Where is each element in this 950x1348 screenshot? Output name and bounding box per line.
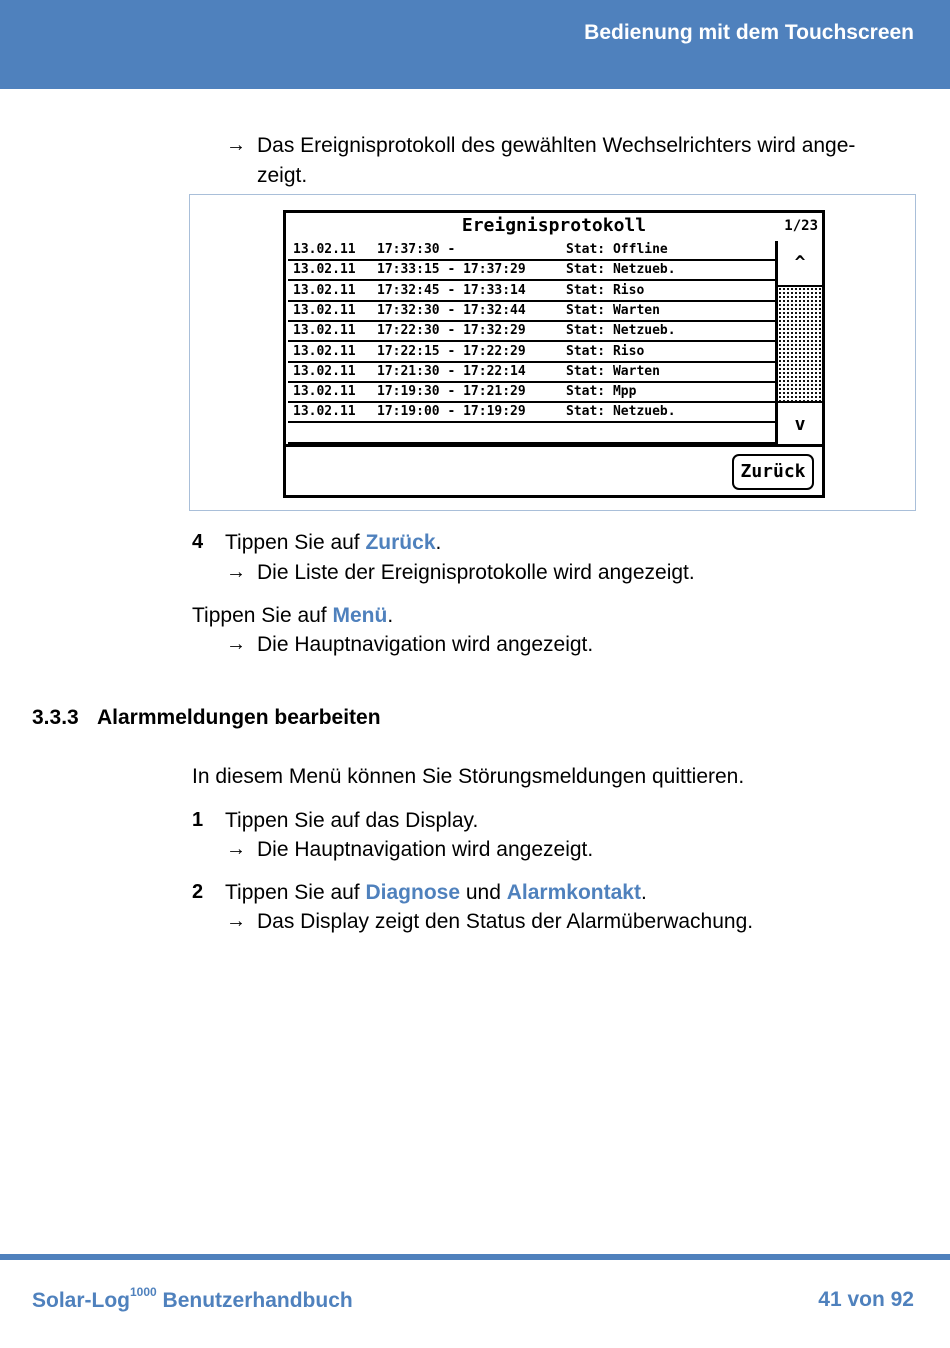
step-number: 1: [192, 809, 204, 831]
row-time: 17:21:30 - 17:22:14: [377, 363, 526, 379]
event-log-row[interactable]: [288, 261, 775, 281]
row-date: 13.02.11: [293, 242, 356, 257]
row-time: 17:33:15 - 17:37:29: [377, 262, 526, 278]
scrollbar[interactable]: [775, 241, 822, 447]
lcd-title: Ereignisprotokoll: [461, 215, 647, 236]
event-log-row[interactable]: [288, 363, 775, 383]
event-log-row[interactable]: [288, 322, 775, 342]
scroll-thumb[interactable]: [778, 287, 822, 401]
row-status: Stat: Riso: [566, 343, 645, 359]
row-status: Stat: Warten: [566, 363, 660, 379]
footer-product: Solar-Log: [32, 1289, 130, 1312]
section-number: 3.3.3: [32, 706, 79, 729]
row-date: 13.02.11: [293, 404, 356, 420]
intro-result-line1: Das Ereignisprotokoll des gewählten Wechselrichters wird ange-: [257, 134, 856, 157]
step-text-mid: und: [460, 881, 507, 904]
row-time: 17:19:00 - 17:19:29: [377, 404, 526, 420]
scroll-up-icon[interactable]: ^: [778, 241, 822, 287]
event-log-row[interactable]: [288, 302, 775, 322]
row-date: 13.02.11: [293, 384, 356, 400]
lcd-screen: [283, 210, 825, 498]
event-log-row[interactable]: [288, 403, 775, 423]
section-title: Alarmmeldungen bearbeiten: [97, 706, 381, 729]
row-status: Stat: Offline: [566, 242, 668, 257]
back-button[interactable]: Zurück: [732, 454, 814, 490]
step-result: Das Display zeigt den Status der Alarmüberwachung.: [257, 910, 754, 933]
row-time: 17:32:45 - 17:33:14: [377, 282, 526, 298]
row-time: 17:22:30 - 17:32:29: [377, 323, 526, 339]
row-date: 13.02.11: [293, 302, 356, 318]
result-arrow-icon: →: [226, 838, 246, 860]
scroll-down-icon[interactable]: v: [778, 401, 822, 447]
intro-result-line2: zeigt.: [257, 164, 308, 187]
row-date: 13.02.11: [293, 343, 356, 359]
event-log-row[interactable]: [288, 282, 775, 302]
ui-term-menue: Menü: [332, 604, 388, 627]
footer-divider: [0, 1254, 950, 1260]
step-text-pre: Tippen Sie auf: [225, 531, 366, 554]
step-text: [225, 528, 441, 557]
step-result: Die Liste der Ereignisprotokolle wird angezeigt.: [257, 561, 695, 584]
event-log-row[interactable]: [288, 343, 775, 363]
step-text-post: .: [640, 881, 647, 904]
ui-term-alarmkontakt: Alarmkontakt: [506, 881, 641, 904]
result-arrow-icon: →: [226, 633, 246, 655]
event-log-row[interactable]: [288, 383, 775, 403]
step-text: [192, 601, 393, 630]
row-status: Stat: Netzueb.: [566, 404, 676, 420]
row-date: 13.02.11: [293, 262, 356, 278]
row-status: Stat: Warten: [566, 302, 660, 318]
row-time: 17:22:15 - 17:22:29: [377, 343, 526, 359]
row-status: Stat: Netzueb.: [566, 262, 676, 278]
row-time: 17:37:30 -: [377, 242, 456, 257]
step-text-pre: Tippen Sie auf: [192, 604, 333, 627]
step-number: 4: [192, 531, 204, 553]
ui-term-diagnose: Diagnose: [365, 881, 461, 904]
row-date: 13.02.11: [293, 363, 356, 379]
row-status: Stat: Mpp: [566, 384, 637, 400]
event-log-row-empty: [288, 424, 775, 444]
section-intro: In diesem Menü können Sie Störungsmeldungen quittieren.: [192, 765, 745, 788]
step-number: 2: [192, 881, 204, 903]
footer-title: [32, 1285, 353, 1313]
step-result: Die Hauptnavigation wird angezeigt.: [257, 838, 594, 861]
footer-superscript: 1000: [130, 1285, 157, 1299]
event-log-row[interactable]: [288, 241, 775, 261]
step-text-post: .: [387, 604, 394, 627]
result-arrow-icon: →: [226, 561, 246, 583]
step-result: Die Hauptnavigation wird angezeigt.: [257, 633, 594, 656]
row-date: 13.02.11: [293, 282, 356, 298]
page-number: 41 von 92: [818, 1288, 914, 1311]
result-arrow-icon: →: [226, 910, 246, 932]
row-time: 17:19:30 - 17:21:29: [377, 384, 526, 400]
step-text: [225, 878, 647, 907]
row-date: 13.02.11: [293, 323, 356, 339]
row-status: Stat: Netzueb.: [566, 323, 676, 339]
row-time: 17:32:30 - 17:32:44: [377, 302, 526, 318]
header-title: Bedienung mit dem Touchscreen: [584, 21, 914, 44]
lcd-page-indicator: 1/23: [784, 218, 818, 234]
footer-manual: Benutzerhandbuch: [156, 1289, 353, 1312]
step-text-pre: Tippen Sie auf: [225, 881, 366, 904]
list-bottom-border: [286, 444, 822, 447]
step-text-post: .: [435, 531, 442, 554]
step-text: Tippen Sie auf das Display.: [225, 809, 479, 832]
row-status: Stat: Riso: [566, 282, 645, 298]
ui-term-zurueck: Zurück: [365, 531, 436, 554]
result-arrow-icon: →: [226, 134, 246, 156]
header-bar: [0, 0, 950, 89]
